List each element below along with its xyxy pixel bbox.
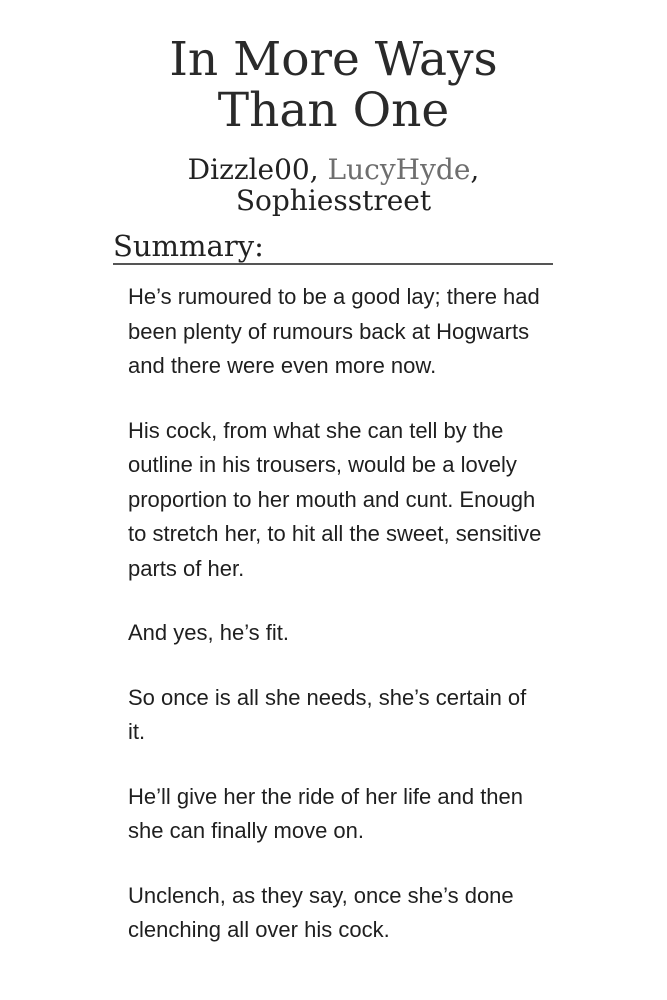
work-title-line-2: Than One	[217, 83, 450, 138]
work-title-line-1: In More Ways	[169, 32, 498, 87]
summary-heading: Summary:	[113, 229, 553, 265]
work-title	[0, 34, 667, 136]
summary-paragraph: Unclench, as they say, once she’s done clenching all over his cock.	[128, 882, 514, 942]
author-name[interactable]: Sophiesstreet	[235, 184, 432, 217]
summary-paragraph: His cock, from what she can tell by the outline in his trousers, would be a lovely proportion to her mouth and cunt. Enough to stretch her, to hit all the sweet, sensitive parts of her.	[128, 417, 542, 581]
summary-paragraph: He’s rumoured to be a good lay; there had been plenty of rumours back at Hogwarts and there were even more now.	[128, 284, 540, 378]
summary-text	[128, 280, 548, 978]
summary-paragraph: And yes, he’s fit.	[128, 620, 290, 645]
author-name[interactable]: Dizzle00	[187, 153, 310, 186]
author-link[interactable]: LucyHyde	[327, 153, 471, 186]
author-list	[0, 154, 667, 216]
author-separator: ,	[470, 153, 480, 186]
summary-paragraph: He’ll give her the ride of her life and then she can finally move on.	[128, 783, 524, 843]
author-separator: ,	[309, 153, 328, 186]
summary-paragraph: So once is all she needs, she’s certain of it.	[128, 684, 527, 744]
